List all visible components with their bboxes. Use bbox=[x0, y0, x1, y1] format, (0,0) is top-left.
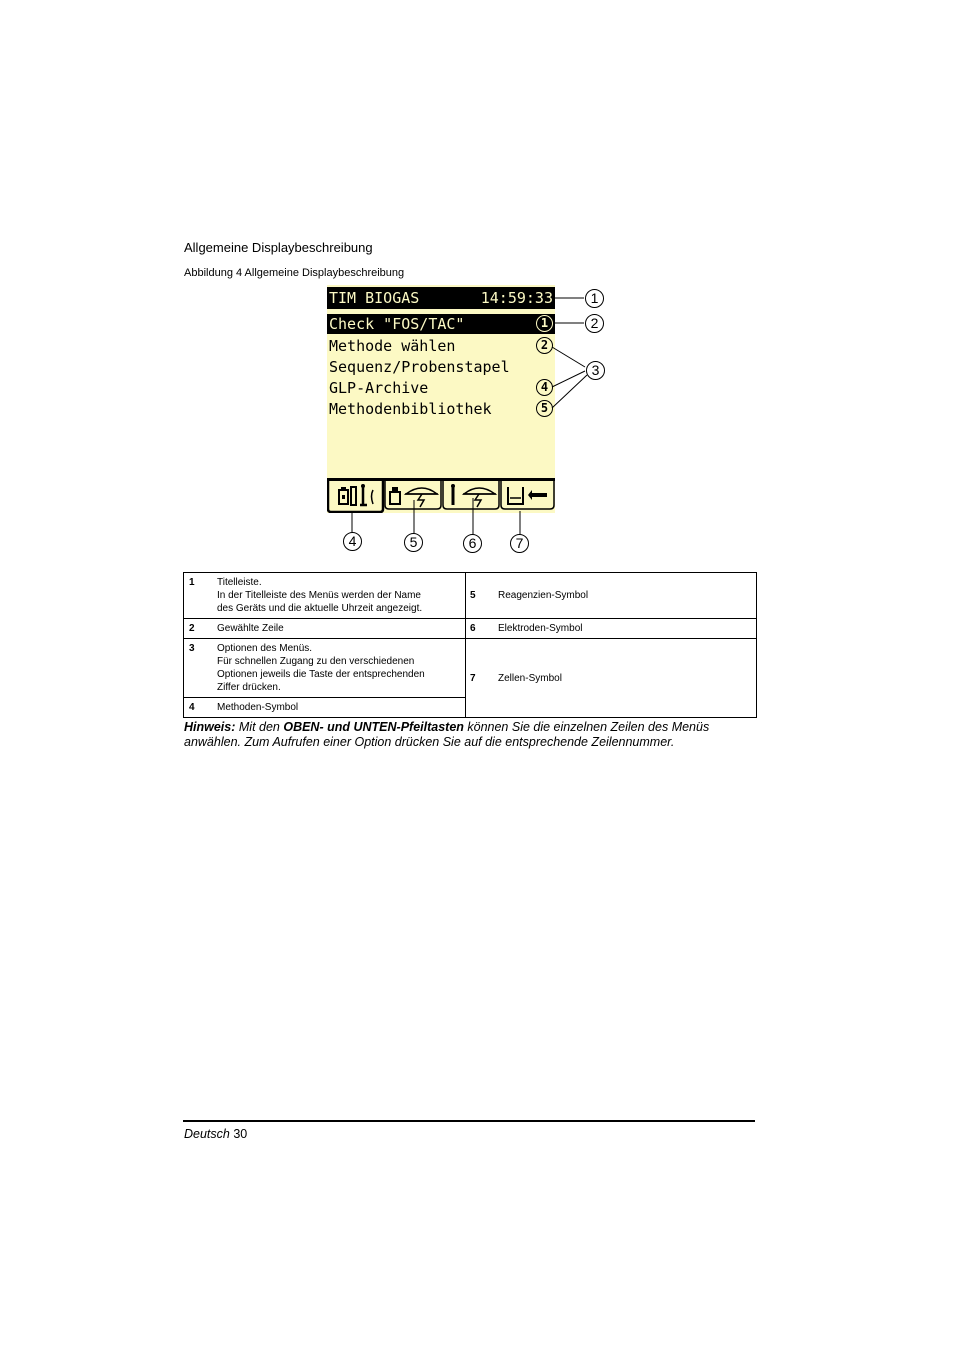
callout-4: 4 bbox=[343, 532, 362, 551]
clock: 14:59:33 bbox=[480, 289, 553, 307]
footer-rule bbox=[183, 1120, 755, 1122]
callout-2: 2 bbox=[585, 314, 604, 333]
figure-caption: Abbildung 4 Allgemeine Displaybeschreibung bbox=[184, 267, 405, 279]
legend-number: 2 bbox=[184, 619, 214, 639]
section-heading: Allgemeine Displaybeschreibung bbox=[184, 240, 373, 255]
legend-number: 4 bbox=[184, 698, 214, 718]
legend-number: 1 bbox=[184, 573, 214, 619]
legend-text: Gewählte Zeile bbox=[213, 619, 466, 639]
legend-number: 3 bbox=[184, 639, 214, 698]
menu-row-label: Sequenz/Probenstapel bbox=[329, 358, 510, 376]
device-name: TIM BIOGAS bbox=[329, 289, 420, 307]
legend-table bbox=[183, 572, 757, 718]
note-keys: OBEN- und UNTEN-Pfeiltasten bbox=[283, 720, 464, 734]
note-prefix: Hinweis: bbox=[184, 720, 236, 734]
legend-text: Reagenzien-Symbol bbox=[494, 573, 757, 619]
legend-text: Zellen-Symbol bbox=[494, 639, 757, 718]
legend-text: Elektroden-Symbol bbox=[494, 619, 757, 639]
menu-row-number-icon: 1 bbox=[536, 315, 553, 332]
callout-6: 6 bbox=[463, 534, 482, 553]
footer-language: Deutsch bbox=[184, 1127, 230, 1141]
note-text: Mit den bbox=[235, 720, 284, 734]
legend-text: Titelleiste. In der Titelleiste des Menüs werden der Name des Geräts und die aktuelle Uhrzeit angezeigt. bbox=[213, 573, 466, 619]
menu-row-label: Check "FOS/TAC" bbox=[329, 315, 465, 333]
callout-5: 5 bbox=[404, 533, 423, 552]
footer bbox=[184, 1127, 247, 1141]
callout-7: 7 bbox=[510, 534, 529, 553]
note-text: können Sie die einzelnen Zeilen des Menüs anwählen. Zum Aufrufen einer Option drücken Sie auf die entsprechende Zeilennummer. bbox=[184, 720, 710, 749]
legend-text: Methoden-Symbol bbox=[213, 698, 466, 718]
menu-row-number-icon: 5 bbox=[536, 400, 553, 417]
page-number: 30 bbox=[233, 1127, 248, 1141]
legend-number: 6 bbox=[466, 619, 495, 639]
legend-number: 7 bbox=[466, 639, 495, 718]
menu-row-label: Methode wählen bbox=[329, 337, 456, 355]
menu-row-label: GLP-Archive bbox=[329, 379, 429, 397]
menu-row-number-icon: 2 bbox=[536, 337, 553, 354]
menu-row-label: Methodenbibliothek bbox=[329, 400, 492, 418]
callout-1: 1 bbox=[585, 289, 604, 308]
note bbox=[184, 720, 754, 750]
legend-number: 5 bbox=[466, 573, 495, 619]
callout-3: 3 bbox=[586, 361, 605, 380]
menu-row-number-icon: 4 bbox=[536, 379, 553, 396]
legend-text: Optionen des Menüs. Für schnellen Zugang zu den verschiedenen Optionen jeweils die Taste der entsprechenden Ziffer drücken. bbox=[213, 639, 466, 698]
